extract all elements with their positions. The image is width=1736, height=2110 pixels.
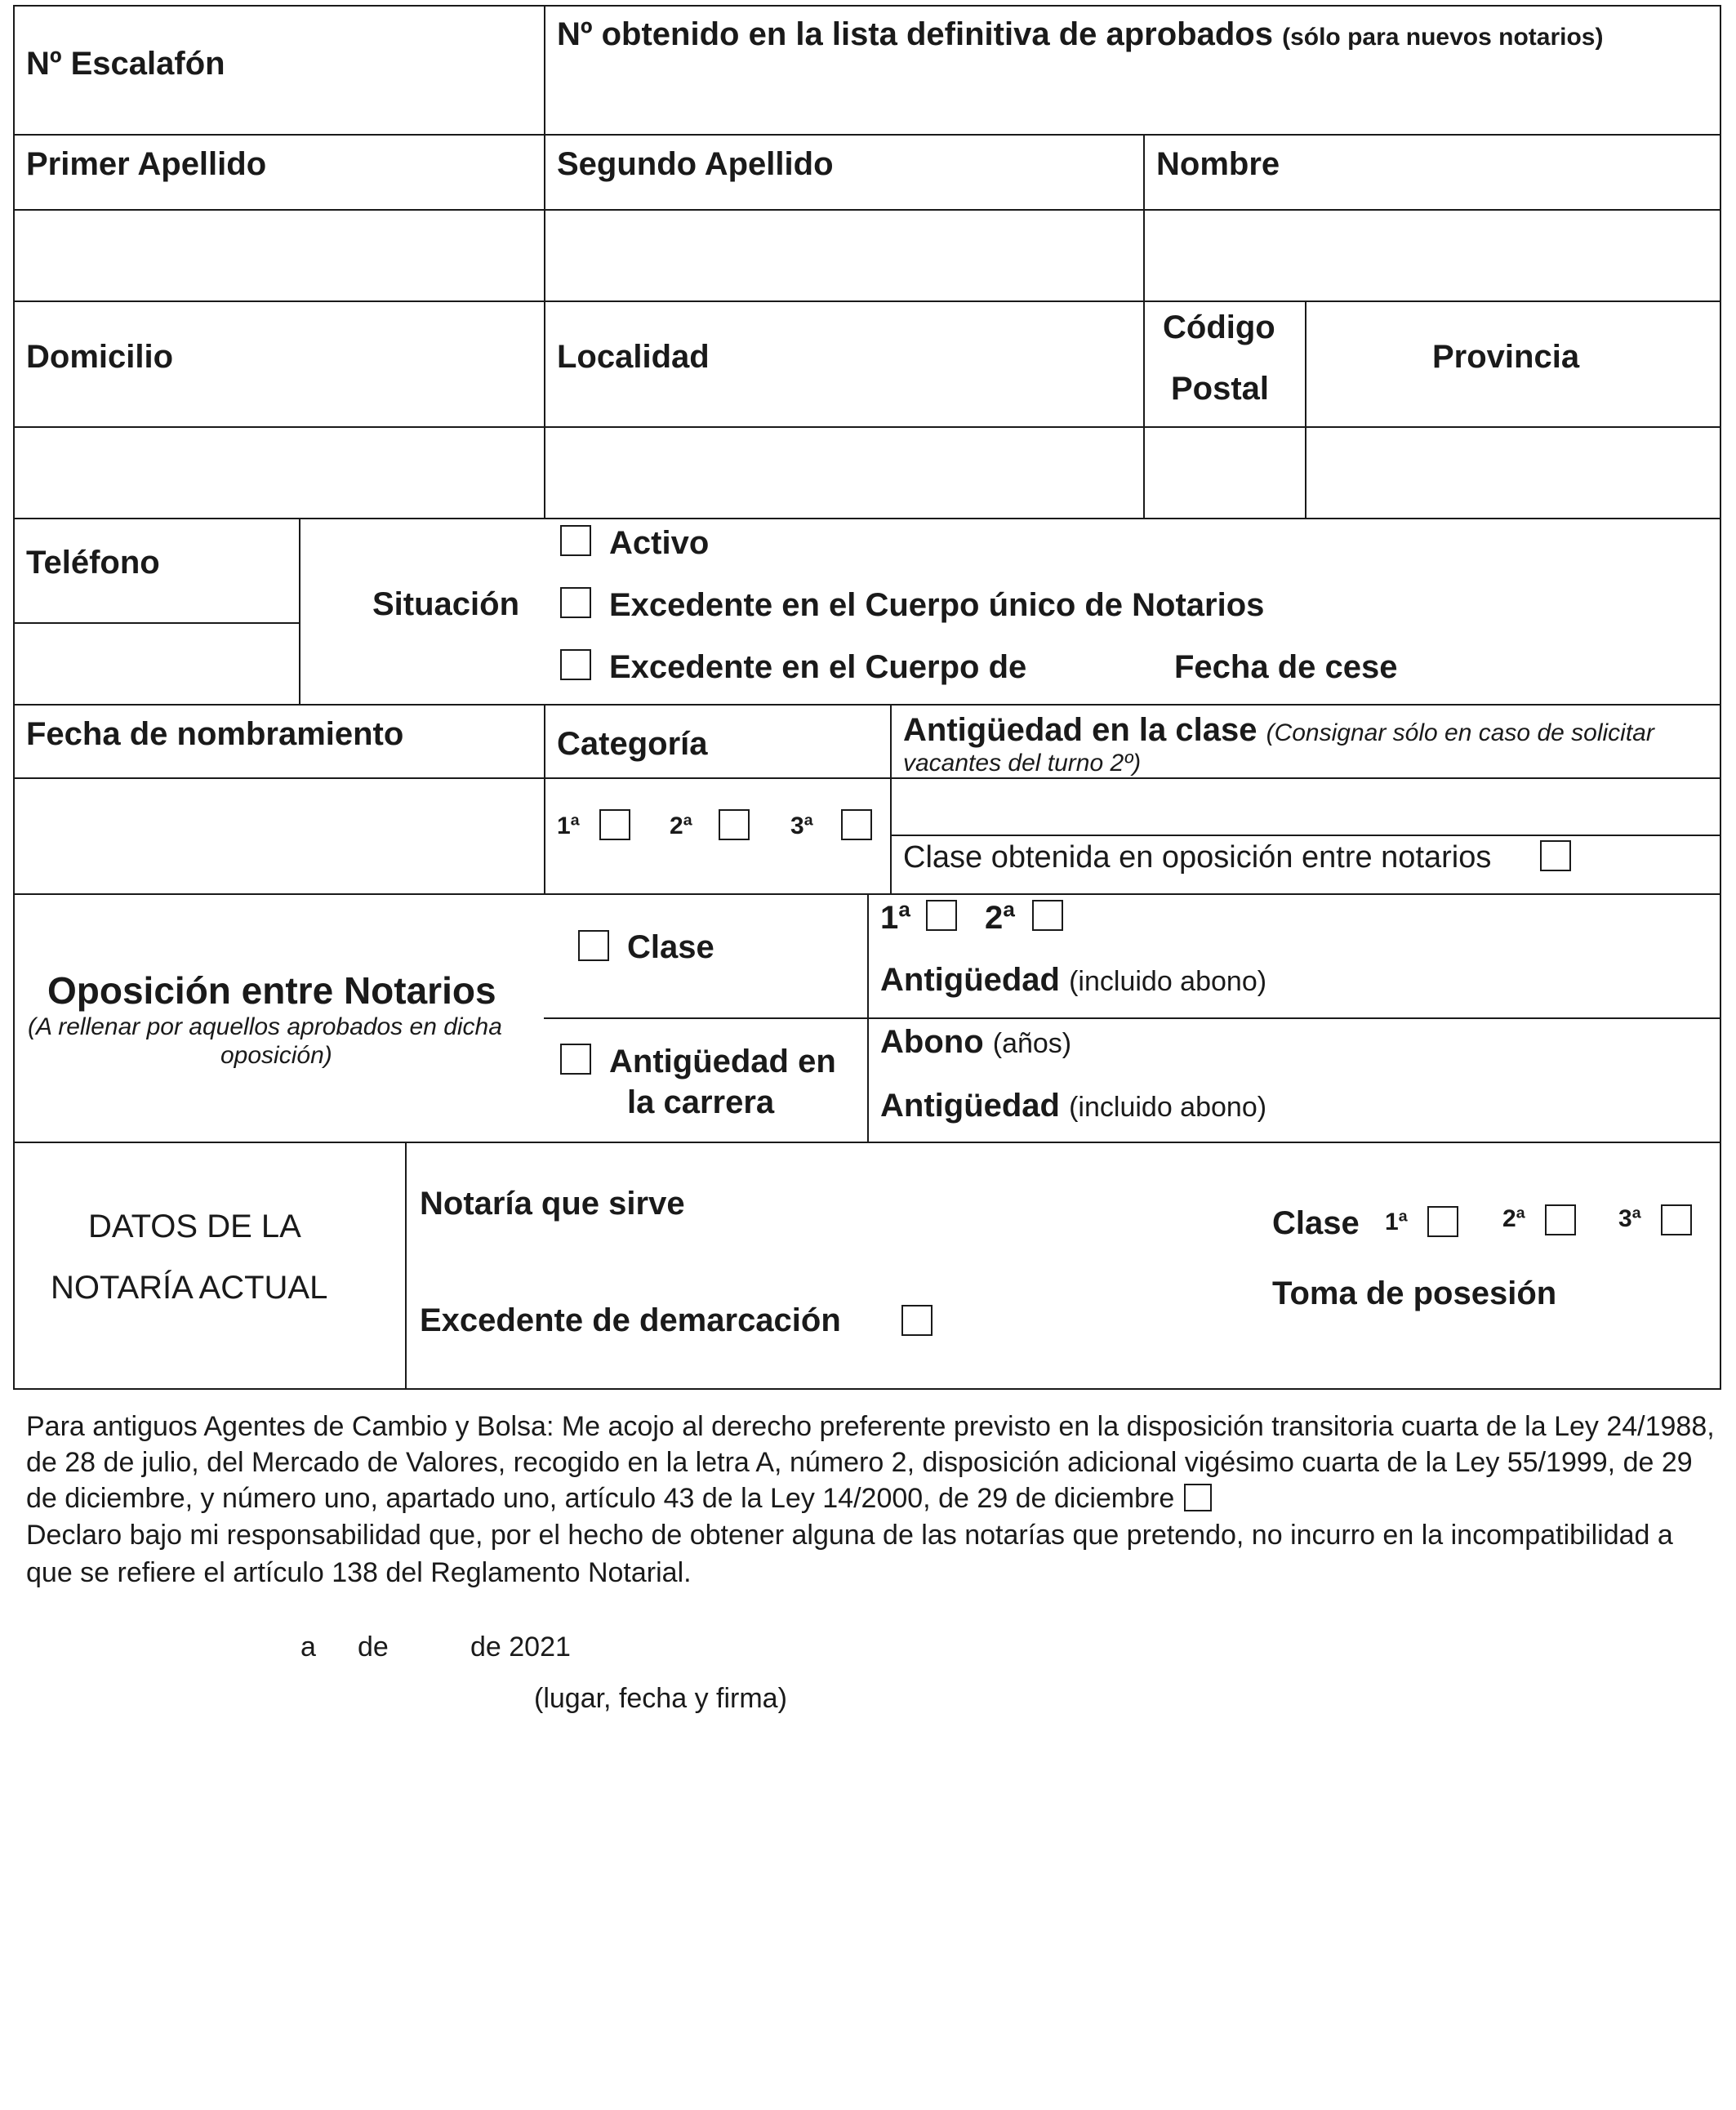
antiguedad-carrera-label-1: Antigüedad en [609, 1044, 836, 1079]
row-divider [13, 209, 1721, 211]
categoria-1-checkbox[interactable] [599, 809, 630, 840]
notaria-clase-3-label: 3ª [1618, 1205, 1641, 1232]
incluido-abono-text-2: (incluido abono) [1069, 1092, 1267, 1123]
domicilio-label: Domicilio [26, 339, 174, 375]
agentes-cambio-paragraph [26, 1409, 1716, 1516]
notaria-clase-label: Clase [1272, 1205, 1360, 1241]
antiguedad-text-2: Antigüedad [880, 1088, 1060, 1124]
row-divider [13, 777, 1721, 779]
oposicion-clase-checkbox[interactable] [578, 930, 609, 961]
notaria-title-1: DATOS DE LA [88, 1209, 301, 1244]
telefono-field[interactable] [16, 625, 297, 702]
signature-caption: (lugar, fecha y firma) [534, 1683, 787, 1714]
notaria-clase-2-label: 2ª [1502, 1205, 1525, 1232]
declaration-text [26, 1409, 1716, 1591]
border-right [1720, 5, 1721, 1390]
excedente-cuerpo-checkbox[interactable] [560, 649, 591, 680]
excedente-unico-label: Excedente en el Cuerpo único de Notarios [609, 587, 1265, 623]
antiguedad-clase-note-2: vacantes del turno 2º) [903, 750, 1142, 777]
segundo-apellido-label: Segundo Apellido [557, 146, 834, 182]
row-divider [13, 622, 300, 624]
col-divider [544, 5, 545, 518]
col-divider [299, 518, 300, 704]
abono-text: Abono [880, 1024, 984, 1060]
codigo-postal-field[interactable] [1146, 430, 1303, 516]
categoria-1-label: 1ª [557, 812, 580, 839]
categoria-3-label: 3ª [790, 812, 813, 839]
agentes-cambio-text: Para antiguos Agentes de Cambio y Bolsa: Me acojo al derecho preferente previsto en la disposición transitoria cuarta de la Ley 24/1988, de 28 de julio, del Mercado de Valores, recogido en la letra A, número 2, disposición adicional vigésimo cuarta de la Ley 55/1999, de 29 de diciembre, y número uno, apartado uno, artículo 43 de la Ley 14/2000, de 29 de diciembre [26, 1411, 1715, 1514]
localidad-field[interactable] [547, 430, 1142, 516]
primer-apellido-field[interactable] [16, 212, 542, 299]
abono-label [880, 1026, 1071, 1058]
activo-checkbox[interactable] [560, 525, 591, 556]
place-a: a [300, 1631, 316, 1663]
notaria-clase-3-checkbox[interactable] [1661, 1204, 1692, 1235]
fecha-nombramiento-label: Fecha de nombramiento [26, 716, 404, 752]
localidad-label: Localidad [557, 339, 710, 375]
toma-posesion-label: Toma de posesión [1272, 1275, 1557, 1311]
categoria-3-checkbox[interactable] [841, 809, 872, 840]
domicilio-field[interactable] [16, 430, 542, 516]
excedente-unico-checkbox[interactable] [560, 587, 591, 618]
notaria-clase-1-checkbox[interactable] [1427, 1206, 1458, 1237]
agentes-cambio-checkbox[interactable] [1184, 1484, 1212, 1511]
row-divider [13, 134, 1721, 136]
antiguedad-text: Antigüedad [880, 962, 1060, 998]
row-divider [890, 835, 1721, 836]
oposicion-clase-2-checkbox[interactable] [1032, 900, 1063, 931]
escalafon-label: Nº Escalafón [26, 46, 225, 82]
antiguedad-clase-note: (Consignar sólo en caso de solicitar [1266, 719, 1654, 746]
row-divider [13, 1142, 1721, 1143]
incluido-abono-text: (incluido abono) [1069, 966, 1267, 997]
col-divider [405, 1142, 407, 1390]
row-divider [544, 1017, 1721, 1019]
place-year: de 2021 [470, 1631, 571, 1663]
col-divider [1305, 300, 1306, 518]
codigo-label: Código [1163, 309, 1275, 345]
excedente-demarcacion-label: Excedente de demarcación [420, 1302, 841, 1338]
fecha-nombramiento-field[interactable] [16, 781, 542, 892]
antiguedad-carrera-checkbox[interactable] [560, 1044, 591, 1075]
oposicion-title: Oposición entre Notarios [47, 969, 496, 1012]
lista-label-text: Nº obtenido en la lista definitiva de aprobados [557, 16, 1273, 52]
responsabilidad-paragraph: Declaro bajo mi responsabilidad que, por el hecho de obtener alguna de las notarías que pretendo, no incurro en la incompatibilidad a que se refiere el artículo 138 del Reglamento Notarial. [26, 1520, 1673, 1588]
col-divider [890, 704, 892, 893]
primer-apellido-label: Primer Apellido [26, 146, 267, 182]
provincia-label: Provincia [1432, 339, 1580, 375]
oposicion-clase-2-label: 2ª [985, 900, 1016, 936]
excedente-cuerpo-label: Excedente en el Cuerpo de [609, 649, 1027, 685]
categoria-label: Categoría [557, 726, 708, 762]
telefono-label: Teléfono [26, 545, 160, 581]
border-left [13, 5, 15, 1390]
notaria-title-2: NOTARÍA ACTUAL [51, 1270, 328, 1306]
nombre-label: Nombre [1156, 146, 1280, 182]
oposicion-clase-1-checkbox[interactable] [926, 900, 957, 931]
situacion-label: Situación [372, 586, 520, 622]
oposicion-clase-1-label: 1ª [880, 900, 911, 936]
border-top [13, 5, 1721, 7]
fecha-cese-label: Fecha de cese [1174, 649, 1398, 685]
notaria-clase-2-checkbox[interactable] [1545, 1204, 1576, 1235]
categoria-2-label: 2ª [670, 812, 692, 839]
antiguedad-clase-label [903, 714, 1654, 746]
col-divider [1143, 134, 1145, 518]
row-divider [13, 704, 1721, 706]
row-divider [13, 300, 1721, 302]
col-divider [867, 893, 869, 1142]
antiguedad-clase-text: Antigüedad en la clase [903, 712, 1257, 748]
categoria-2-checkbox[interactable] [719, 809, 750, 840]
notaria-sirve-label: Notaría que sirve [420, 1186, 685, 1222]
antiguedad-abono-label-1 [880, 964, 1266, 996]
antiguedad-clase-field[interactable] [893, 781, 1718, 833]
col-divider [544, 704, 545, 893]
clase-obtenida-checkbox[interactable] [1540, 840, 1571, 871]
provincia-field[interactable] [1308, 430, 1718, 516]
lista-number-field[interactable] [557, 65, 1708, 131]
nombre-field[interactable] [1146, 212, 1718, 299]
antiguedad-carrera-label-2: la carrera [627, 1084, 775, 1120]
excedente-demarcacion-checkbox[interactable] [901, 1305, 933, 1336]
segundo-apellido-field[interactable] [547, 212, 1142, 299]
anos-text: (años) [992, 1028, 1072, 1059]
clase-obtenida-label: Clase obtenida en oposición entre notarios [903, 840, 1492, 875]
border-bottom [13, 1388, 1721, 1390]
oposicion-note-2: oposición) [220, 1042, 332, 1069]
antiguedad-abono-label-2 [880, 1089, 1266, 1122]
lista-note: (sólo para nuevos notarios) [1282, 24, 1604, 51]
activo-label: Activo [609, 525, 710, 561]
escalafon-field[interactable] [26, 82, 532, 131]
oposicion-clase-label: Clase [627, 929, 714, 965]
lista-label [557, 18, 1603, 51]
oposicion-note-1: (A rellenar por aquellos aprobados en dicha [28, 1013, 502, 1040]
row-divider [13, 518, 1721, 519]
postal-label: Postal [1171, 371, 1270, 407]
notaria-clase-1-label: 1ª [1385, 1209, 1408, 1235]
place-de: de [358, 1631, 389, 1663]
row-divider [13, 426, 1721, 428]
